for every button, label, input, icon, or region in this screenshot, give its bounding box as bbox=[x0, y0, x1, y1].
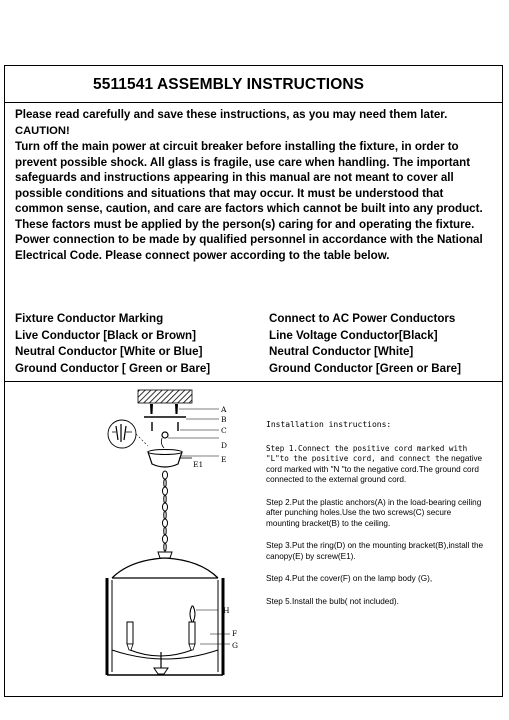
label-e1: E1 bbox=[193, 460, 204, 469]
page-title: 5511541 ASSEMBLY INSTRUCTIONS bbox=[93, 76, 365, 93]
conductor-fixture-cell: Live Conductor [Black or Brown] bbox=[15, 328, 197, 342]
header-fixture-marking: Fixture Conductor Marking bbox=[15, 312, 164, 325]
conductor-fixture-cell: Ground Conductor [ Green or Bare] bbox=[15, 361, 211, 375]
conductor-row-ground bbox=[15, 361, 485, 378]
step-2: Step 2.Put the plastic anchors(A) in the load-bearing ceiling after punching holes.Use the two screws(C) secure mounting bracket(B) to the ceiling. bbox=[266, 497, 482, 528]
step-3: Step 3.Put the ring(D) on the mounting bracket(B),install the canopy(E) by screw(E1). bbox=[266, 541, 484, 561]
ceiling-hatch bbox=[138, 390, 192, 403]
conductor-ac-cell: Neutral Conductor [White] bbox=[269, 345, 414, 358]
intro-paragraph-3: These factors must be applied by the person(s) caring for and operating the fixture. bbox=[15, 217, 475, 231]
step-5: Step 5.Install the bulb( not included). bbox=[266, 596, 399, 606]
intro-paragraph-4: Power connection to be made by qualified personnel in accordance with the National Electrical Code. Please connect power according to the table below. bbox=[15, 233, 483, 262]
conductor-table bbox=[15, 311, 485, 377]
conductor-fixture-cell: Neutral Conductor [White or Blue] bbox=[15, 345, 203, 358]
label-d: D bbox=[221, 441, 228, 450]
intro-paragraph-1 bbox=[15, 107, 485, 139]
installation-instructions bbox=[266, 420, 486, 619]
plastic-anchors bbox=[150, 404, 178, 414]
candle-arms bbox=[127, 622, 195, 674]
label-g: G bbox=[232, 641, 238, 650]
conductor-row-live bbox=[15, 328, 485, 345]
conductor-table-header bbox=[15, 311, 485, 328]
intro-save-text: Please read carefully and save these instructions, as you may need them later. bbox=[15, 108, 448, 121]
lantern-top bbox=[112, 558, 218, 578]
step-1 bbox=[266, 444, 486, 486]
label-e: E bbox=[221, 455, 227, 464]
conductor-ac-cell: Line Voltage Conductor[Black] bbox=[269, 328, 438, 342]
bulb bbox=[190, 606, 195, 622]
caution-label: CAUTION! bbox=[15, 124, 70, 137]
installation-heading: Installation instructions: bbox=[266, 420, 392, 429]
label-a: A bbox=[221, 405, 227, 414]
fixture-diagram bbox=[0, 382, 260, 694]
label-h: H bbox=[223, 606, 230, 615]
intro-text bbox=[15, 107, 485, 263]
step-1-tail: negative cord marked with "N "to the negative cord.The ground cord connected to the external ground cord. bbox=[266, 454, 483, 484]
wire-detail bbox=[108, 420, 148, 448]
step-1-head: Step 1.Connect the positive cord marked with "L"to the positive cord, and connect the bbox=[266, 443, 468, 463]
lantern-cage bbox=[107, 578, 223, 675]
label-b: B bbox=[221, 415, 227, 424]
conductor-ac-cell: Ground Conductor [Green or Bare] bbox=[269, 361, 461, 375]
step-4: Step 4.Put the cover(F) on the lamp body (G), bbox=[266, 574, 433, 583]
header-ac-power: Connect to AC Power Conductors bbox=[269, 312, 456, 325]
chain bbox=[163, 471, 168, 551]
label-f: F bbox=[232, 629, 238, 638]
intro-paragraph-2: Turn off the main power at circuit breaker before installing the fixture, in order to prevent possible shock. All glass is fragile, use care when handling. The important safeguards and instructions appearing in this manual are not meant to cover all possible conditions and situations that may occur. It must be understood that common sense, caution, and care are factors which cannot be built into any product. bbox=[15, 140, 483, 215]
conductor-row-neutral bbox=[15, 344, 485, 361]
label-c: C bbox=[221, 426, 227, 435]
screws bbox=[152, 422, 178, 431]
ring bbox=[162, 432, 168, 438]
